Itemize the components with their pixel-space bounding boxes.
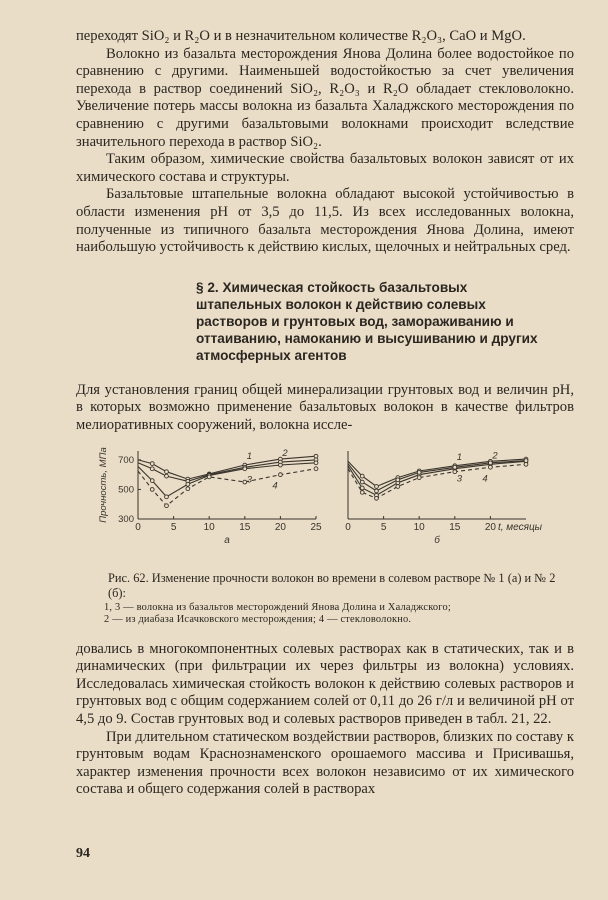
- series-label: 4: [272, 480, 278, 492]
- data-point: [279, 472, 283, 476]
- paragraph: Таким образом, химические свойства базальтовых волокон зависят от их химического состава и структуры.: [76, 151, 574, 185]
- figure-legend: [104, 602, 574, 627]
- data-point: [453, 465, 457, 469]
- data-point: [165, 474, 169, 478]
- data-point: [375, 484, 379, 488]
- panel-label: б: [434, 534, 440, 546]
- data-point: [186, 486, 190, 490]
- x-tick-label: 15: [239, 521, 251, 533]
- data-point: [314, 466, 318, 470]
- series-label: 2: [492, 449, 498, 461]
- x-tick-label: 0: [345, 521, 351, 533]
- x-tick-label: 20: [484, 521, 496, 533]
- section-heading: § 2. Химическая стойкость базальтовых штапельных волокон к действию солевых растворов и грунтовых вод, замораживанию и оттаиванию, намоканию и высушиванию и других атмосферных агентов: [196, 279, 538, 363]
- data-point: [360, 474, 364, 478]
- series-label: 1: [456, 451, 463, 463]
- series-line: [138, 468, 316, 505]
- series-label: 4: [482, 472, 488, 484]
- x-tick-label: 10: [413, 521, 425, 533]
- data-point: [396, 477, 400, 481]
- x-tick-label: 25: [310, 521, 322, 533]
- paragraph: При длительном статическом воздействии растворов, близких по составу к грунтовым водам Краснознаменского орошаемого массива и Присивашья, характер изменения прочности всех волокон независимо от их химического состава и общего содержания солей в растворах: [76, 728, 574, 798]
- x-tick-label: 15: [449, 521, 461, 533]
- series-label: 3: [456, 472, 463, 484]
- data-point: [279, 463, 283, 467]
- y-axis-label: Прочность, МПа: [98, 446, 109, 523]
- x-tick-label: 10: [203, 521, 215, 533]
- data-point: [489, 460, 493, 464]
- data-point: [243, 480, 247, 484]
- data-point: [360, 490, 364, 494]
- data-point: [489, 465, 493, 469]
- data-point: [417, 475, 421, 479]
- page-number: 94: [76, 846, 90, 861]
- y-tick-label: 300: [118, 513, 134, 525]
- x-tick-label: 0: [135, 521, 141, 533]
- data-point: [375, 496, 379, 500]
- data-point: [186, 482, 190, 486]
- data-point: [417, 470, 421, 474]
- figure: [76, 443, 574, 567]
- x-tick-label: 20: [274, 521, 286, 533]
- legend-line: 2 — из диабаза Исачковского месторождения; 4 — стекловолокно.: [104, 614, 412, 626]
- data-point: [165, 494, 169, 498]
- data-point: [396, 484, 400, 488]
- paragraph: переходят SiO₂ и R₂O и в незначительном количестве R₂O₃, CaO и MgO.: [76, 28, 526, 44]
- data-point: [453, 469, 457, 473]
- x-tick-label: 5: [170, 521, 177, 533]
- data-point: [524, 458, 528, 462]
- legend-line: 1, 3 — волокна из базальтов месторождений Янова Долина и Халаджского;: [104, 601, 451, 613]
- data-point: [150, 466, 154, 470]
- data-point: [165, 469, 169, 473]
- data-point: [524, 462, 528, 466]
- y-tick-label: 500: [118, 483, 134, 495]
- series-label: 2: [282, 447, 288, 459]
- x-axis-label: t, месяцы: [497, 521, 543, 533]
- data-point: [360, 480, 364, 484]
- series-label: 3: [246, 474, 253, 486]
- data-point: [375, 489, 379, 493]
- data-point: [150, 478, 154, 482]
- paragraph: Базальтовые штапельные волокна обладают высокой устойчивостью в области изменения pH от 3,5 до 11,5. Из всех исследованных волокна, полученные из типичного базальта месторождения Янова Долина, имеют наибольшую устойчивость к действию кислых, щелочных и нейтральных сред.: [76, 186, 574, 256]
- strength-chart: [76, 443, 574, 567]
- panel-label: а: [224, 534, 230, 546]
- paragraph: довались в многокомпонентных солевых растворах как в статических, так и в динамических (при фильтрации их через фильтры из волокна) условиях. Исследовалась химическая стойкость волокон к действию солевых растворов и грунтовых вод с общим содержанием солей от 0,11 до 26 г/л и величиной pH от 4,5 до 9. Состав грунтовых вод и солевых растворов приведен в табл. 21, 22.: [76, 640, 574, 728]
- data-point: [314, 454, 318, 458]
- data-point: [207, 474, 211, 478]
- data-point: [314, 460, 318, 464]
- data-point: [165, 503, 169, 507]
- x-tick-label: 5: [380, 521, 387, 533]
- series-label: 1: [246, 450, 253, 462]
- data-point: [243, 466, 247, 470]
- data-point: [150, 461, 154, 465]
- paragraph: Для установления границ общей минерализации грунтовых вод и величин pH, в которых возможно применение базальтовых волокон в качестве фильтров мелиоративных сооружений, волокна иссле-: [76, 381, 574, 433]
- y-tick-label: 700: [118, 454, 134, 466]
- figure-caption: Рис. 62. Изменение прочности волокон во времени в солевом растворе № 1 (а) и № 2 (б):: [108, 570, 556, 600]
- paragraph: Волокно из базальта месторождения Янова Долина более водостойкое по сравнению с другими. Наименьшей водостойкостью за счет увеличения перехода в раствор соединений SiO₂, R₂O₃ и R₂O обладает стекловолокно. Увеличение потерь массы волокна из базальта Халаджского месторождения по сравнению с другими базальтовыми волокнами происходит вследствие значительного перехода в раствор SiO₂.: [76, 45, 574, 150]
- data-point: [150, 487, 154, 491]
